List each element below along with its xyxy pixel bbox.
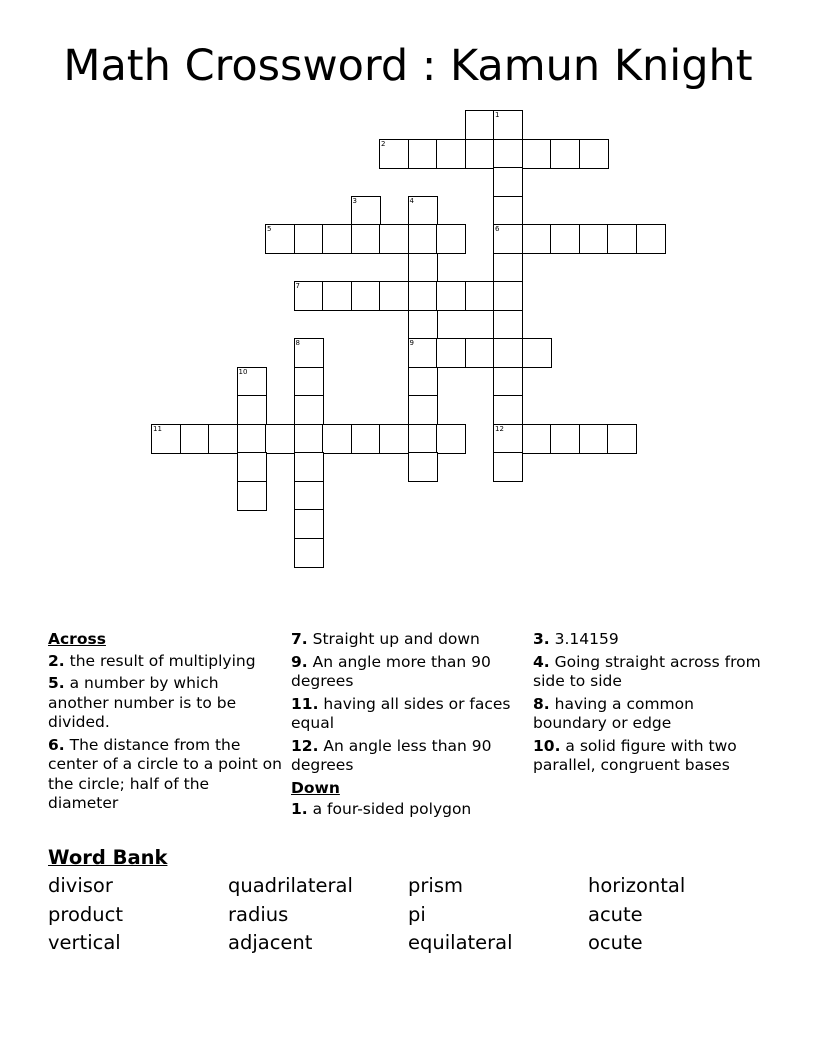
word-bank-item: adjacent	[228, 931, 313, 954]
crossword-cell[interactable]	[493, 338, 523, 368]
crossword-cell[interactable]	[522, 139, 552, 169]
crossword-cell[interactable]	[493, 452, 523, 482]
clue-number: 2.	[48, 651, 65, 670]
crossword-cell[interactable]	[522, 224, 552, 254]
cell-number: 12	[495, 424, 504, 433]
clue-text: the result of multiplying	[69, 651, 256, 670]
crossword-cell[interactable]	[493, 110, 523, 140]
crossword-cell[interactable]	[607, 224, 637, 254]
crossword-cell[interactable]	[294, 424, 324, 454]
page-title: Math Crossword : Kamun Knight	[63, 41, 753, 91]
crossword-cell[interactable]	[579, 139, 609, 169]
clue-number: 9.	[291, 652, 308, 671]
crossword-cell[interactable]	[379, 139, 409, 169]
clue-number: 12.	[291, 736, 319, 755]
clue-number: 3.	[533, 630, 550, 648]
crossword-cell[interactable]	[322, 281, 352, 311]
word-bank-item: horizontal	[588, 874, 686, 897]
cell-number: 7	[295, 282, 300, 290]
crossword-cell[interactable]	[294, 452, 324, 482]
clue-column-2	[291, 630, 519, 823]
word-bank-item: product	[48, 903, 124, 926]
crossword-cell[interactable]	[550, 139, 580, 169]
cell-number: 9	[409, 339, 414, 347]
clue-number: 5.	[48, 674, 65, 692]
word-bank-title: Word Bank	[48, 846, 168, 869]
clue-down-3	[533, 630, 769, 650]
crossword-cell[interactable]	[351, 196, 381, 226]
across-heading: Across	[48, 630, 106, 648]
crossword-cell[interactable]	[408, 139, 438, 169]
crossword-cell[interactable]	[237, 424, 267, 454]
clue-down-1	[291, 800, 519, 820]
crossword-cell[interactable]	[550, 424, 580, 454]
crossword-cell[interactable]	[436, 424, 466, 454]
crossword-cell[interactable]	[379, 424, 409, 454]
crossword-cell[interactable]	[351, 224, 381, 254]
crossword-cell[interactable]	[237, 395, 267, 425]
crossword-cell[interactable]	[493, 253, 523, 283]
cell-number: 5	[267, 225, 272, 233]
crossword-cell[interactable]	[493, 139, 523, 169]
crossword-cell[interactable]	[579, 224, 609, 254]
clue-text: a four-sided polygon	[312, 800, 472, 818]
crossword-cell[interactable]	[493, 395, 523, 425]
crossword-cell[interactable]	[351, 424, 381, 454]
crossword-cell[interactable]	[408, 452, 438, 482]
clue-text: a number by which another number is to be divided.	[48, 674, 237, 731]
crossword-cell[interactable]	[465, 110, 495, 140]
crossword-cell[interactable]	[579, 424, 609, 454]
clue-text: 3.14159	[554, 630, 619, 648]
cell-number: 4	[409, 196, 414, 205]
clue-text: a solid figure with two parallel, congruent bases	[533, 736, 737, 774]
crossword-cell[interactable]	[408, 310, 438, 340]
clue-text: An angle less than 90 degrees	[291, 736, 492, 774]
clue-down-4	[533, 653, 769, 692]
clue-text: Straight up and down	[312, 630, 480, 648]
cell-number: 6	[495, 225, 500, 233]
clue-across-9	[291, 653, 519, 692]
crossword-cell[interactable]	[265, 424, 295, 454]
crossword-cell[interactable]	[493, 167, 523, 197]
cell-number: 2	[381, 139, 386, 148]
crossword-cell[interactable]	[408, 281, 438, 311]
clue-number: 1.	[291, 800, 308, 818]
crossword-cell[interactable]	[294, 481, 324, 511]
crossword-cell[interactable]	[465, 338, 495, 368]
clue-number: 7.	[291, 630, 308, 648]
clue-column-3	[533, 630, 769, 779]
clue-text: having a common boundary or edge	[533, 694, 694, 732]
clue-across-12	[291, 737, 519, 776]
crossword-cell[interactable]	[208, 424, 238, 454]
clue-text: The distance from the center of a circle to a point on the circle; half of the diameter	[48, 735, 282, 812]
crossword-cell[interactable]	[436, 224, 466, 254]
word-bank-item: quadrilateral	[228, 874, 353, 897]
crossword-cell[interactable]	[265, 224, 295, 254]
crossword-cell[interactable]	[237, 481, 267, 511]
word-bank-item: vertical	[48, 931, 121, 954]
crossword-cell[interactable]	[408, 253, 438, 283]
clue-number: 8.	[533, 694, 550, 713]
crossword-cell[interactable]	[493, 424, 523, 454]
crossword-cell[interactable]	[436, 281, 466, 311]
cell-number: 11	[153, 424, 162, 433]
clue-across-11	[291, 695, 519, 734]
word-bank-item: ocute	[588, 931, 643, 954]
cell-number: 1	[495, 111, 500, 119]
cell-number: 10	[238, 367, 248, 376]
word-bank-item: divisor	[48, 874, 113, 897]
word-bank-item: radius	[228, 903, 289, 926]
crossword-cell[interactable]	[351, 281, 381, 311]
word-bank-item: acute	[588, 903, 643, 926]
crossword-cell[interactable]	[493, 281, 523, 311]
clue-across-5	[48, 674, 284, 733]
clue-across-7	[291, 630, 519, 650]
crossword-cell[interactable]	[294, 509, 324, 539]
crossword-cell[interactable]	[607, 424, 637, 454]
crossword-cell[interactable]	[408, 367, 438, 397]
clue-column-1	[48, 630, 284, 817]
crossword-cell[interactable]	[379, 224, 409, 254]
crossword-cell[interactable]	[493, 310, 523, 340]
clue-text: having all sides or faces equal	[291, 694, 511, 732]
crossword-cell[interactable]	[379, 281, 409, 311]
crossword-cell[interactable]	[294, 338, 324, 368]
crossword-cell[interactable]	[465, 281, 495, 311]
crossword-cell[interactable]	[436, 338, 466, 368]
crossword-cell[interactable]	[493, 367, 523, 397]
clue-number: 6.	[48, 735, 65, 754]
crossword-cell[interactable]	[294, 538, 324, 568]
down-heading: Down	[291, 778, 340, 797]
crossword-cell[interactable]	[408, 338, 438, 368]
clue-down-8	[533, 695, 769, 734]
crossword-cell[interactable]	[522, 338, 552, 368]
clue-down-10	[533, 737, 769, 776]
crossword-cell[interactable]	[294, 367, 324, 397]
crossword-cell[interactable]	[322, 224, 352, 254]
crossword-cell[interactable]	[408, 224, 438, 254]
crossword-cell[interactable]	[436, 139, 466, 169]
clue-across-6	[48, 736, 284, 814]
crossword-cell[interactable]	[465, 139, 495, 169]
clue-across-2	[48, 652, 284, 672]
clue-text: An angle more than 90 degrees	[291, 652, 491, 690]
clue-number: 11.	[291, 694, 319, 713]
crossword-cell[interactable]	[408, 395, 438, 425]
crossword-cell[interactable]	[493, 196, 523, 226]
crossword-cell[interactable]	[294, 281, 324, 311]
cell-number: 8	[295, 339, 300, 347]
word-bank-item: equilateral	[408, 931, 513, 954]
clue-number: 10.	[533, 736, 561, 755]
crossword-cell[interactable]	[180, 424, 210, 454]
crossword-cell[interactable]	[151, 424, 181, 454]
crossword-cell[interactable]	[294, 395, 324, 425]
crossword-cell[interactable]	[322, 424, 352, 454]
crossword-cell[interactable]	[493, 224, 523, 254]
word-bank-item: pi	[408, 903, 426, 926]
cell-number: 3	[352, 196, 357, 205]
crossword-cell[interactable]	[636, 224, 666, 254]
crossword-cell[interactable]	[237, 452, 267, 482]
crossword-cell[interactable]	[237, 367, 267, 397]
word-bank-item: prism	[408, 874, 463, 897]
crossword-cell[interactable]	[408, 424, 438, 454]
clue-number: 4.	[533, 652, 550, 671]
crossword-cell[interactable]	[550, 224, 580, 254]
crossword-cell[interactable]	[522, 424, 552, 454]
crossword-cell[interactable]	[294, 224, 324, 254]
crossword-cell[interactable]	[408, 196, 438, 226]
clue-text: Going straight across from side to side	[533, 652, 761, 690]
